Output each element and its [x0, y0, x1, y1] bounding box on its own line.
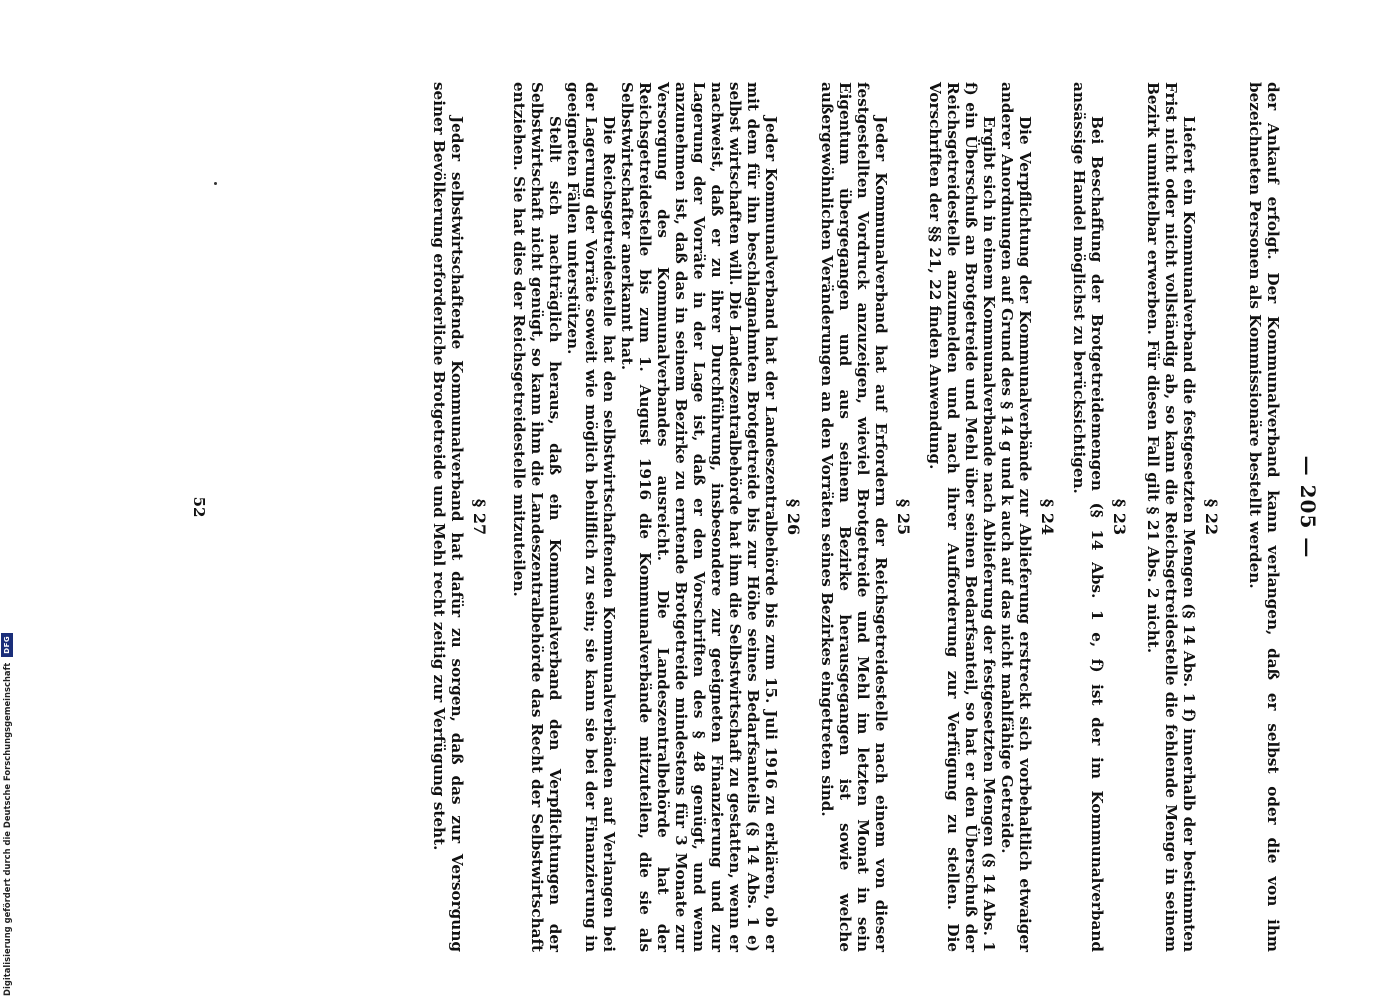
section-heading-27: § 27: [470, 498, 489, 536]
section-heading-22: § 22: [1202, 498, 1221, 536]
section-heading-26: § 26: [784, 498, 803, 536]
section-26-paragraph-1: Jeder Kommunalverband hat der Landeszentralbehörde bis zum 15. Juli 1916 zu erklären, ob er mit dem für ihn beschlagnahmten Brotgetreide bis zur Höhe seines Bedarfsanteils (§ 14 Abs. 1 e) selbst wirtschaften will. Die Landeszentralbehörde hat ihm die Selbstwirtschaft zu gestatten, wenn er nachweist, daß er zu ihrer Durchführung, insbesondere zur geeigneten Finanzierung und zur Lagerung der Vorräte in der Lage ist, daß er den Vorschriften des § 48 genügt, und wenn anzunehmen ist, daß das in seinem Bezirke zu erntende Brotgetreide mindestens für 3 Monate zur Versorgung des Kommunalverbandes ausreicht. Die Landeszentralbehörde hat der Reichsgetreidestelle bis zum 1. August 1916 die Kommunalverbände mitzuteilen, die sie als Selbstwirtschafter anerkannt hat.: [618, 82, 780, 952]
page-footer-number: 52: [190, 496, 208, 518]
section-26-paragraph-3: Stellt sich nachträglich heraus, daß ein Kommunalverband den Verpflichtungen der Selbstwirtschaft nicht genügt, so kann ihm die Landeszentralbehörde das Recht der Selbstwirtschaft entziehen. Sie hat dies der Reichsgetreidestelle mitzuteilen.: [510, 82, 564, 952]
dfg-logo-icon: DFG: [1, 633, 13, 657]
digitization-note-text: Digitalisierung gefördert durch die Deutsche Forschungsgemeinschaft: [2, 662, 12, 996]
page-header: — 205 —: [1296, 455, 1320, 559]
scanned-page: [145, 42, 1320, 972]
section-26-paragraph-2: Die Reichsgetreidestelle hat den selbstwirtschaftenden Kommunalverbänden auf Verlangen bei der Lagerung der Vorräte soweit wie möglich behilflich zu sein; sie kann sie bei der Finanzierung in geeigneten Fällen unterstützen.: [564, 82, 618, 952]
digitization-note: [0, 596, 14, 996]
body-text: [430, 82, 1282, 952]
section-24-paragraph-2: Ergibt sich in einem Kommunalverbande nach Ablieferung der festgesetzten Mengen (§ 14 Abs. 1 f) ein Überschuß an Brotgetreide und Mehl über seinen Bedarfsanteil, so hat er den Überschuß der Reichsgetreidestelle anzumelden und nach ihrer Aufforderung zur Verfügung zu stellen. Die Vorschriften der §§ 21, 22 finden Anwendung.: [926, 82, 998, 952]
section-24-paragraph-1: Die Verpflichtung der Kommunalverbände zur Ablieferung erstreckt sich vorbehaltlich etwaiger anderer Anordnungen auf Grund des § 14 g und k auch auf das nicht mahlfähige Getreide.: [998, 82, 1034, 952]
section-27-paragraph: Jeder selbstwirtschaftende Kommunalverband hat dafür zu sorgen, daß das zur Versorgung seiner Bevölkerung erforderliche Brotgetreide und Mehl recht zeitig zur Verfügung steht.: [430, 82, 466, 952]
section-heading-24: § 24: [1038, 498, 1057, 536]
intro-paragraph: der Ankauf erfolgt. Der Kommunalverband kann verlangen, daß er selbst oder die von ihm bezeichneten Personen als Kommissionäre bestellt werden.: [1246, 82, 1282, 952]
section-heading-23: § 23: [1110, 498, 1129, 536]
section-heading-25: § 25: [894, 498, 913, 536]
section-25-paragraph: Jeder Kommunalverband hat auf Erfordern der Reichsgetreidestelle nach einem von dieser festgestellten Vordruck anzuzeigen, wieviel Brotgetreide und Mehl im letzten Monat in sein Eigentum übergegangen und aus seinem Bezirke herausgegangen ist sowie welche außergewöhnlichen Veränderungen an den Vorräten seines Bezirkes eingetreten sind.: [818, 82, 890, 952]
scan-speck: [214, 182, 217, 185]
section-23-paragraph: Bei Beschaffung der Brotgetreidemengen (§ 14 Abs. 1 e, f) ist der im Kommunalverband ansässige Handel möglichst zu berücksichtigen.: [1070, 82, 1106, 952]
section-22-paragraph: Liefert ein Kommunalverband die festgesetzten Mengen (§ 14 Abs. 1 f) innerhalb der bestimmten Frist nicht oder nicht vollständig ab, so kann die Reichsgetreidestelle die fehlende Menge in seinem Bezirk unmittelbar erwerben. Für diesen Fall gilt § 21 Abs. 2 nicht.: [1144, 82, 1198, 952]
